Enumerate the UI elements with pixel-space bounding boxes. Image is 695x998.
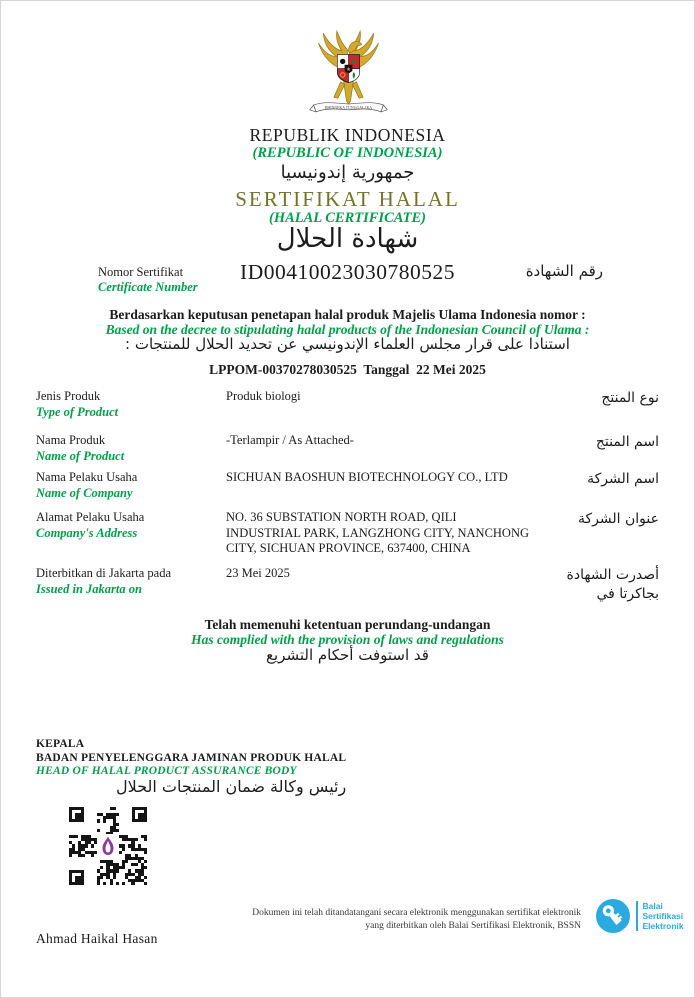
field-value: Produk biologi: [226, 389, 301, 403]
certificate-title-en: (HALAL CERTIFICATE): [269, 210, 426, 226]
shield-star-icon: ★: [346, 67, 351, 74]
field-label: [36, 470, 216, 501]
field-label-en: Type of Product: [36, 404, 119, 419]
electronic-signature-disclaimer: [252, 907, 581, 932]
garuda-pancasila-emblem: [300, 27, 397, 119]
decree-line-en: Based on the decree to stipulating halal products of the Indonesian Council of Ulama :: [105, 322, 590, 337]
field-label: [36, 510, 216, 541]
field-label-ar: اسم الشركة: [587, 471, 659, 487]
bsre-logo-line-2: Sertifikasi: [642, 911, 684, 921]
bsre-logo-divider: [636, 901, 638, 931]
disclaimer-line-1: Dokumen ini telah ditandatangani secara elektronik menggunakan sertifikat elektronik: [252, 908, 581, 918]
qr-finder-bottom-left: [69, 870, 84, 885]
country-title-en: (REPUBLIC OF INDONESIA): [252, 145, 443, 161]
bsre-logo-icon: [595, 898, 631, 934]
certificate-title-ar: شهادة الحلال: [276, 224, 419, 254]
bsre-logo-line-1: Balai: [642, 901, 663, 911]
certificate-number-label-id: Nomor Sertifikat: [98, 265, 184, 279]
field-label-en: Company's Address: [36, 525, 138, 540]
signatory-title-ar: رئيس وكالة ضمان المنتجات الحلال: [116, 776, 347, 796]
halal-indonesia-logo: [98, 834, 118, 858]
bsre-logo-text: [643, 901, 684, 931]
qr-finder-top-right: [132, 807, 147, 822]
signatory-block: [36, 738, 347, 796]
field-label: [36, 389, 216, 420]
motto-text: BHINNEKA TUNGGAL IKA: [324, 105, 373, 110]
decree-reference: LPPOM-00370278030525 Tanggal 22 Mei 2025: [209, 362, 486, 377]
qr-code: [69, 807, 147, 885]
certificate-number-label-ar: رقم الشهادة: [525, 262, 603, 280]
field-value: SICHUAN BAOSHUN BIOTECHNOLOGY CO., LTD: [226, 470, 508, 484]
compliance-line-id: Telah memenuhi ketentuan perundang-undangan: [204, 617, 491, 632]
bsre-logo-line-3: Elektronik: [642, 921, 684, 931]
field-label-id: Nama Pelaku Usaha: [36, 470, 138, 484]
motto-ribbon: [310, 103, 388, 112]
decree-line-id: Berdasarkan keputusan penetapan halal produk Majelis Ulama Indonesia nomor :: [109, 307, 586, 322]
signatory-title-2: BADAN PENYELENGGARA JAMINAN PRODUK HALAL: [36, 751, 347, 764]
field-label: [36, 433, 216, 464]
field-label-id: Jenis Produk: [36, 389, 101, 403]
field-label-en: Name of Company: [36, 485, 133, 500]
field-label-ar: اسم المنتج: [595, 434, 659, 450]
country-title: REPUBLIK INDONESIA: [249, 125, 446, 145]
signatory-title-en: HEAD OF HALAL PRODUCT ASSURANCE BODY: [36, 765, 297, 777]
qr-finder-top-left: [69, 807, 84, 822]
decree-line-ar: استنادا على قرار مجلس العلماء الإندونيسي عن تحديد الحلال للمنتجات :: [125, 335, 570, 353]
field-label-id: Alamat Pelaku Usaha: [36, 510, 145, 524]
signatory-title-1: KEPALA: [36, 738, 85, 750]
field-label-en: Issued in Jakarta on: [36, 581, 142, 596]
field-label-id: Diterbitkan di Jakarta pada: [36, 566, 172, 580]
field-label-id: Nama Produk: [36, 433, 106, 447]
signatory-name: Ahmad Haikal Hasan: [36, 931, 158, 946]
field-label-ar: نوع المنتج: [601, 390, 659, 406]
compliance-line-en: Has complied with the provision of laws and regulations: [191, 632, 504, 647]
field-value: -Terlampir / As Attached-: [226, 433, 354, 447]
disclaimer-line-2: yang diterbitkan oleh Balai Sertifikasi Elektronik, BSSN: [365, 920, 581, 931]
compliance-line-ar: قد استوفت أحكام التشريع: [266, 646, 429, 664]
field-value: 23 Mei 2025: [226, 566, 290, 580]
field-label-ar: عنوان الشركة: [578, 511, 659, 527]
certificate-title: SERTIFIKAT HALAL: [235, 187, 460, 211]
field-value: NO. 36 SUBSTATION NORTH ROAD, QILI INDUSTRIAL PARK, LANGZHONG CITY, NANCHONG CITY, SICHUAN PROVINCE, 637400, CHINA: [226, 510, 530, 555]
bsre-logo: [595, 898, 684, 934]
shield-bull-icon: [340, 59, 345, 64]
field-label: [36, 566, 216, 597]
certificate-number-label-en: Certificate Number: [98, 280, 198, 294]
field-label-ar: أصدرت الشهادة بجاكرتا في: [566, 567, 659, 602]
country-title-ar: جمهورية إندونيسيا: [280, 162, 415, 183]
field-label-en: Name of Product: [36, 448, 125, 463]
certificate-number-value: ID00410023030780525: [240, 260, 455, 284]
